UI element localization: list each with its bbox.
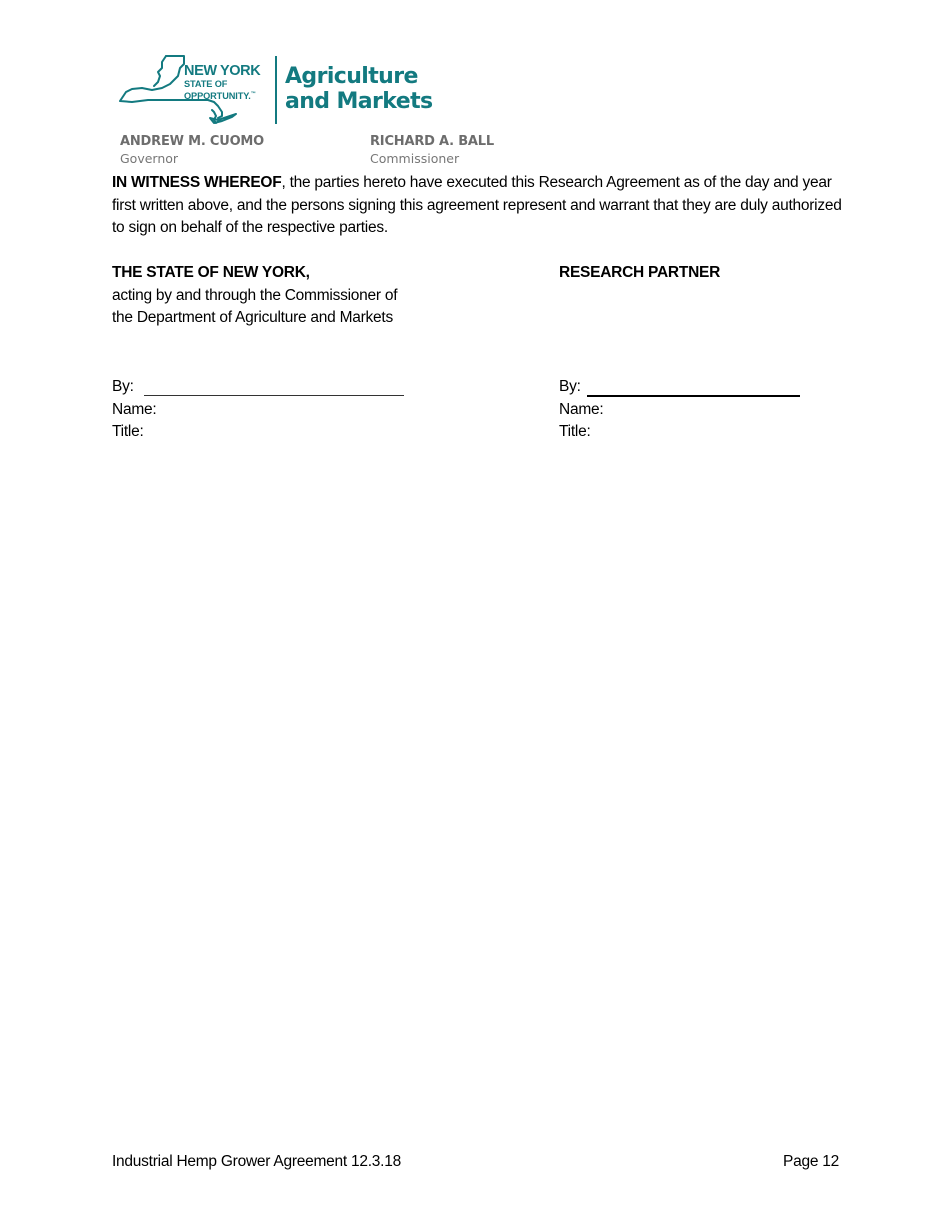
witness-text: , the parties hereto have executed this Research Agreement as of the day and year first written above, and the persons signing this agreement represent and warrant that they are duly authorized to sign on behalf of the respective parties.	[112, 174, 842, 237]
by-label: By:	[112, 378, 134, 395]
wordmark-opportunity	[184, 89, 260, 101]
governor-title: Governor	[120, 151, 179, 166]
by-label: By:	[559, 378, 581, 395]
party-description-line2: the Department of Agriculture and Markets	[112, 309, 393, 327]
party-research-partner	[559, 262, 859, 285]
name-label: Name:	[559, 400, 604, 418]
party-heading: RESEARCH PARTNER	[559, 264, 721, 281]
signature-row	[559, 376, 839, 399]
governor-name: ANDREW M. CUOMO	[120, 134, 265, 149]
title-label: Title:	[559, 423, 591, 441]
witness-paragraph	[112, 172, 847, 240]
title-label: Title:	[112, 423, 144, 441]
letterhead	[118, 54, 448, 126]
commissioner-title: Commissioner	[370, 151, 460, 166]
party-state-of-new-york	[112, 262, 472, 330]
signature-block-research-partner	[559, 376, 839, 444]
officials	[120, 133, 540, 173]
signature-block-state	[112, 376, 432, 444]
page-footer	[112, 1151, 839, 1173]
wordmark-state-of: STATE OF	[184, 78, 228, 89]
brand-divider	[275, 56, 277, 124]
agency-name-line1: Agriculture	[285, 64, 418, 89]
footer-document-title: Industrial Hemp Grower Agreement 12.3.18	[112, 1153, 401, 1170]
commissioner-name: RICHARD A. BALL	[370, 134, 494, 149]
party-description-line1: acting by and through the Commissioner of	[112, 286, 398, 304]
footer-page-number: Page 12	[783, 1153, 839, 1170]
official-commissioner	[370, 133, 494, 167]
official-governor	[120, 133, 264, 167]
party-heading: THE STATE OF NEW YORK,	[112, 264, 310, 281]
signature-row	[112, 376, 432, 399]
agency-name-line2: and Markets	[285, 89, 433, 114]
ny-state-wordmark	[184, 64, 260, 101]
wordmark-opportunity-text: OPPORTUNITY.	[184, 90, 251, 101]
signature-line[interactable]	[587, 395, 800, 397]
trademark-symbol: ™	[250, 90, 256, 97]
wordmark-new-york: NEW YORK	[184, 63, 261, 79]
name-label: Name:	[112, 400, 157, 418]
agency-name	[285, 64, 432, 114]
signature-line[interactable]	[144, 395, 404, 396]
witness-lead: IN WITNESS WHEREOF	[112, 174, 282, 191]
